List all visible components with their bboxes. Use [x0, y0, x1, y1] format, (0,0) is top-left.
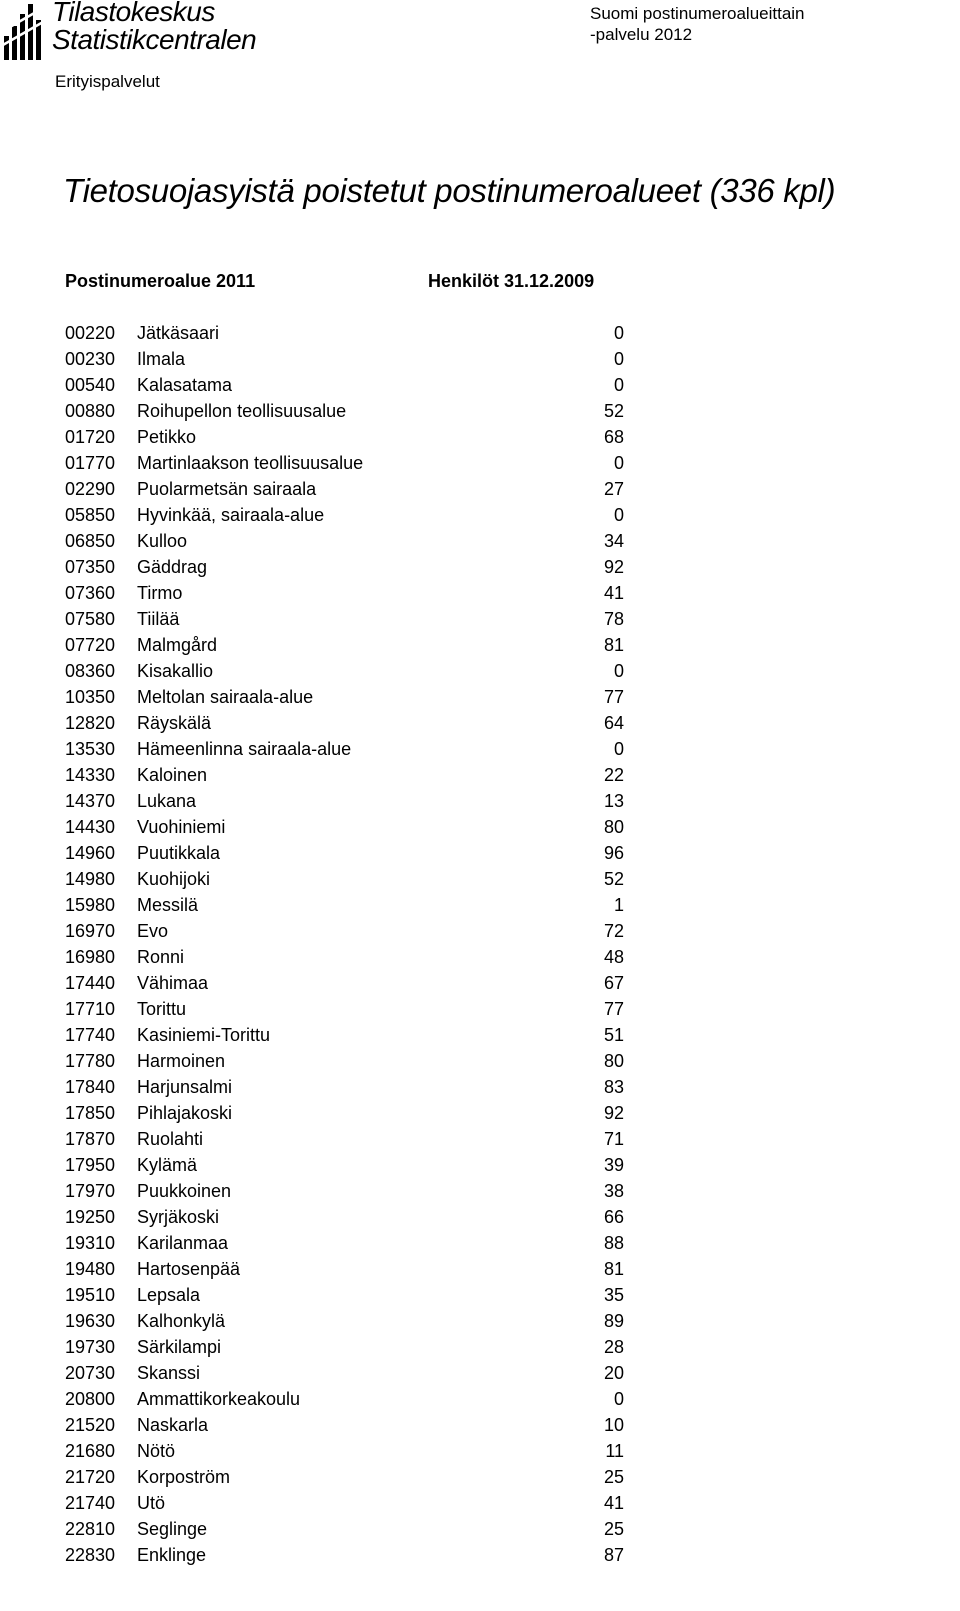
- list-item: [0, 1048, 960, 1074]
- persons-count: 10: [603, 1415, 624, 1435]
- postal-code: 19730: [65, 1337, 116, 1357]
- persons-count: 0: [613, 661, 624, 681]
- list-item: [0, 684, 960, 710]
- column-header-area: Postinumeroalue 2011: [65, 271, 256, 291]
- area-name: Kalasatama: [137, 375, 233, 395]
- postal-code: 17440: [65, 973, 116, 993]
- postal-code: 16980: [65, 947, 116, 967]
- area-name: Harmoinen: [137, 1051, 226, 1071]
- persons-count: 35: [603, 1285, 624, 1305]
- persons-count: 0: [613, 375, 624, 395]
- postal-code: 20800: [65, 1389, 116, 1409]
- postal-code: 14430: [65, 817, 116, 837]
- area-name: Gäddrag: [137, 557, 208, 577]
- persons-count: 92: [603, 557, 624, 577]
- postal-code: 00230: [65, 349, 116, 369]
- list-item: [0, 944, 960, 970]
- list-item: [0, 788, 960, 814]
- list-item: [0, 1516, 960, 1542]
- area-name: Enklinge: [137, 1545, 207, 1565]
- postal-code: 17780: [65, 1051, 116, 1071]
- postal-code: 17870: [65, 1129, 116, 1149]
- list-item: [0, 892, 960, 918]
- area-name: Syrjäkoski: [137, 1207, 220, 1227]
- list-item: [0, 996, 960, 1022]
- area-name: Särkilampi: [137, 1337, 222, 1357]
- list-item: [0, 554, 960, 580]
- postal-code: 17710: [65, 999, 116, 1019]
- list-item: [0, 606, 960, 632]
- area-name: Kulloo: [137, 531, 188, 551]
- persons-count: 1: [613, 895, 624, 915]
- postal-area-list: [0, 320, 960, 1568]
- postal-code: 01770: [65, 453, 116, 473]
- persons-count: 77: [603, 687, 624, 707]
- area-name: Lepsala: [137, 1285, 201, 1305]
- persons-count: 67: [603, 973, 624, 993]
- area-name: Ronni: [137, 947, 185, 967]
- postal-code: 00540: [65, 375, 116, 395]
- area-name: Puutikkala: [137, 843, 221, 863]
- persons-count: 52: [603, 401, 624, 421]
- service-name: [590, 3, 805, 45]
- area-name: Hämeenlinna sairaala-alue: [137, 739, 352, 759]
- area-name: Kuohijoki: [137, 869, 211, 889]
- persons-count: 34: [603, 531, 624, 551]
- persons-count: 64: [603, 713, 624, 733]
- statistics-finland-logo: [0, 0, 300, 62]
- persons-count: 11: [605, 1441, 624, 1461]
- postal-code: 13530: [65, 739, 116, 759]
- list-item: [0, 1282, 960, 1308]
- persons-count: 13: [603, 791, 624, 811]
- area-name: Jätkäsaari: [137, 323, 220, 343]
- list-item: [0, 1074, 960, 1100]
- list-item: [0, 398, 960, 424]
- list-item: [0, 1490, 960, 1516]
- postal-code: 14960: [65, 843, 116, 863]
- persons-count: 68: [603, 427, 624, 447]
- postal-code: 17850: [65, 1103, 116, 1123]
- logo-wordmark-finnish: Tilastokeskus: [52, 0, 215, 27]
- persons-count: 80: [603, 1051, 624, 1071]
- persons-count: 81: [603, 1259, 624, 1279]
- area-name: Utö: [137, 1493, 166, 1513]
- area-name: Tiilää: [137, 609, 180, 629]
- persons-count: 0: [613, 1389, 624, 1409]
- postal-code: 20730: [65, 1363, 116, 1383]
- area-name: Martinlaakson teollisuusalue: [137, 453, 364, 473]
- column-header-persons: Henkilöt 31.12.2009: [428, 271, 595, 291]
- persons-count: 0: [613, 505, 624, 525]
- postal-code: 14980: [65, 869, 116, 889]
- area-name: Tirmo: [137, 583, 183, 603]
- persons-count: 88: [603, 1233, 624, 1253]
- area-name: Messilä: [137, 895, 199, 915]
- list-item: [0, 1360, 960, 1386]
- service-name-line-2: -palvelu 2012: [590, 25, 693, 44]
- list-item: [0, 372, 960, 398]
- area-name: Korpoström: [137, 1467, 231, 1487]
- area-name: Hartosenpää: [137, 1259, 241, 1279]
- area-name: Puolarmetsän sairaala: [137, 479, 317, 499]
- list-item: [0, 528, 960, 554]
- persons-count: 0: [613, 739, 624, 759]
- list-item: [0, 1542, 960, 1568]
- list-item: [0, 1412, 960, 1438]
- list-item: [0, 632, 960, 658]
- area-name: Ammattikorkeakoulu: [137, 1389, 301, 1409]
- area-name: Kaloinen: [137, 765, 208, 785]
- persons-count: 48: [603, 947, 624, 967]
- list-item: [0, 918, 960, 944]
- list-item: [0, 658, 960, 684]
- area-name: Vähimaa: [137, 973, 209, 993]
- postal-code: 07360: [65, 583, 116, 603]
- department-label: Erityispalvelut: [55, 72, 160, 91]
- area-name: Vuohiniemi: [137, 817, 226, 837]
- list-item: [0, 1256, 960, 1282]
- list-item: [0, 866, 960, 892]
- persons-count: 71: [603, 1129, 624, 1149]
- persons-count: 51: [603, 1025, 624, 1045]
- postal-code: 00880: [65, 401, 116, 421]
- list-item: [0, 814, 960, 840]
- postal-code: 21720: [65, 1467, 116, 1487]
- persons-count: 25: [603, 1467, 624, 1487]
- list-item: [0, 710, 960, 736]
- postal-code: 07580: [65, 609, 116, 629]
- postal-code: 19510: [65, 1285, 116, 1305]
- persons-count: 89: [603, 1311, 624, 1331]
- postal-code: 07350: [65, 557, 116, 577]
- persons-count: 0: [613, 349, 624, 369]
- postal-code: 17950: [65, 1155, 116, 1175]
- persons-count: 39: [603, 1155, 624, 1175]
- persons-count: 66: [603, 1207, 624, 1227]
- area-name: Ilmala: [137, 349, 186, 369]
- postal-code: 01720: [65, 427, 116, 447]
- area-name: Seglinge: [137, 1519, 208, 1539]
- list-item: [0, 736, 960, 762]
- area-name: Karilanmaa: [137, 1233, 229, 1253]
- postal-code: 02290: [65, 479, 116, 499]
- list-item: [0, 1230, 960, 1256]
- area-name: Petikko: [137, 427, 197, 447]
- postal-code: 17740: [65, 1025, 116, 1045]
- persons-count: 92: [603, 1103, 624, 1123]
- area-name: Räyskälä: [137, 713, 212, 733]
- postal-code: 21680: [65, 1441, 116, 1461]
- postal-code: 15980: [65, 895, 116, 915]
- postal-code: 19630: [65, 1311, 116, 1331]
- postal-code: 19480: [65, 1259, 116, 1279]
- postal-code: 22810: [65, 1519, 116, 1539]
- persons-count: 87: [603, 1545, 624, 1565]
- area-name: Malmgård: [137, 635, 218, 655]
- persons-count: 0: [613, 323, 624, 343]
- persons-count: 80: [603, 817, 624, 837]
- postal-code: 05850: [65, 505, 116, 525]
- persons-count: 78: [603, 609, 624, 629]
- area-name: Kisakallio: [137, 661, 214, 681]
- area-name: Meltolan sairaala-alue: [137, 687, 314, 707]
- area-name: Harjunsalmi: [137, 1077, 233, 1097]
- list-item: [0, 346, 960, 372]
- postal-code: 22830: [65, 1545, 116, 1565]
- persons-count: 96: [603, 843, 624, 863]
- area-name: Puukkoinen: [137, 1181, 232, 1201]
- persons-count: 38: [603, 1181, 624, 1201]
- persons-count: 77: [603, 999, 624, 1019]
- area-name: Lukana: [137, 791, 197, 811]
- persons-count: 27: [603, 479, 624, 499]
- list-item: [0, 1204, 960, 1230]
- list-item: [0, 1334, 960, 1360]
- postal-code: 06850: [65, 531, 116, 551]
- persons-count: 83: [603, 1077, 624, 1097]
- statistics-finland-logo-icon: [0, 0, 50, 62]
- list-item: [0, 840, 960, 866]
- list-item: [0, 450, 960, 476]
- postal-code: 14330: [65, 765, 116, 785]
- area-name: Skanssi: [137, 1363, 201, 1383]
- persons-count: 52: [603, 869, 624, 889]
- list-item: [0, 502, 960, 528]
- list-item: [0, 1178, 960, 1204]
- list-item: [0, 1386, 960, 1412]
- postal-code: 19250: [65, 1207, 116, 1227]
- list-item: [0, 1126, 960, 1152]
- list-item: [0, 1152, 960, 1178]
- postal-code: 21520: [65, 1415, 116, 1435]
- postal-code: 08360: [65, 661, 116, 681]
- postal-code: 19310: [65, 1233, 116, 1253]
- postal-code: 14370: [65, 791, 116, 811]
- service-name-line-1: Suomi postinumeroalueittain: [590, 4, 805, 23]
- postal-code: 00220: [65, 323, 116, 343]
- persons-count: 28: [603, 1337, 624, 1357]
- list-item: [0, 970, 960, 996]
- list-item: [0, 1464, 960, 1490]
- persons-count: 22: [603, 765, 624, 785]
- persons-count: 41: [603, 583, 624, 603]
- postal-code: 16970: [65, 921, 116, 941]
- postal-code: 07720: [65, 635, 116, 655]
- list-item: [0, 580, 960, 606]
- postal-code: 10350: [65, 687, 116, 707]
- list-item: [0, 1308, 960, 1334]
- area-name: Ruolahti: [137, 1129, 204, 1149]
- list-item: [0, 1100, 960, 1126]
- area-name: Torittu: [137, 999, 187, 1019]
- list-item: [0, 424, 960, 450]
- page-title: Tietosuojasyistä poistetut postinumeroalueet (336 kpl): [63, 172, 836, 209]
- list-item: [0, 320, 960, 346]
- list-item: [0, 762, 960, 788]
- area-name: Naskarla: [137, 1415, 209, 1435]
- area-name: Pihlajakoski: [137, 1103, 233, 1123]
- list-item: [0, 1438, 960, 1464]
- postal-code: 17970: [65, 1181, 116, 1201]
- persons-count: 25: [603, 1519, 624, 1539]
- list-item: [0, 1022, 960, 1048]
- area-name: Kylämä: [137, 1155, 198, 1175]
- postal-code: 17840: [65, 1077, 116, 1097]
- area-name: Kasiniemi-Torittu: [137, 1025, 271, 1045]
- area-name: Hyvinkää, sairaala-alue: [137, 505, 325, 525]
- area-name: Roihupellon teollisuusalue: [137, 401, 347, 421]
- persons-count: 20: [603, 1363, 624, 1383]
- postal-code: 12820: [65, 713, 116, 733]
- logo-wordmark-swedish: Statistikcentralen: [52, 24, 257, 55]
- persons-count: 41: [603, 1493, 624, 1513]
- area-name: Kalhonkylä: [137, 1311, 226, 1331]
- persons-count: 72: [603, 921, 624, 941]
- list-item: [0, 476, 960, 502]
- persons-count: 0: [613, 453, 624, 473]
- postal-code: 21740: [65, 1493, 116, 1513]
- area-name: Nötö: [137, 1441, 176, 1461]
- area-name: Evo: [137, 921, 169, 941]
- persons-count: 81: [603, 635, 624, 655]
